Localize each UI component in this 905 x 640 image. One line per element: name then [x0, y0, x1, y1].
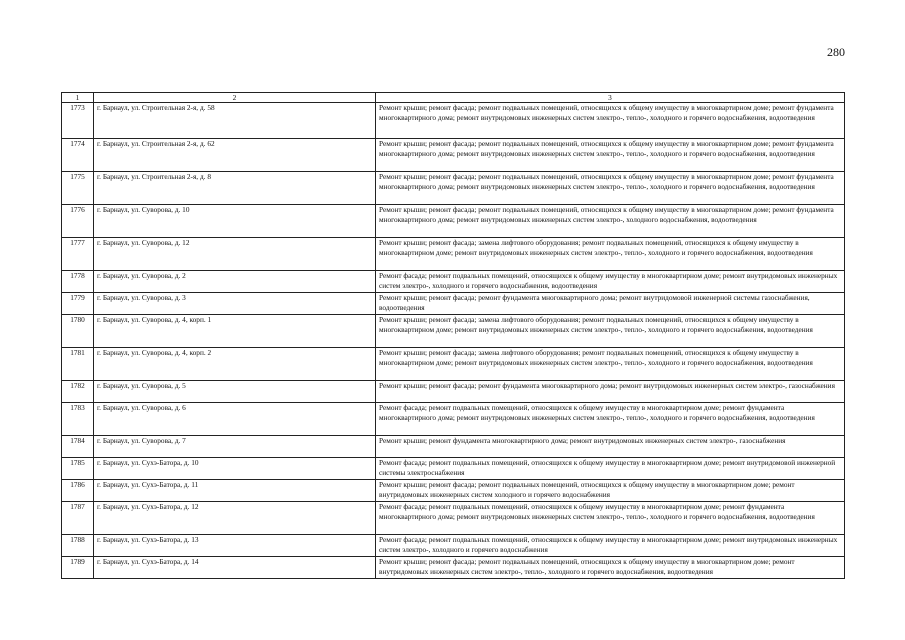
row-number: 1785	[62, 458, 94, 480]
address-cell: г. Барнаул, ул. Суворова, д. 12	[94, 238, 376, 271]
row-number: 1777	[62, 238, 94, 271]
address-cell: г. Барнаул, ул. Строительная 2-я, д. 62	[94, 139, 376, 172]
works-cell: Ремонт фасада; ремонт подвальных помещений, относящихся к общему имуществу в многоквартирном доме; ремонт внутридомовых инженерных систем электро-, холодного и горячего водоснабжения	[376, 535, 845, 557]
address-cell: г. Барнаул, ул. Строительная 2-я, д. 58	[94, 103, 376, 139]
table-row	[62, 348, 845, 381]
row-number: 1783	[62, 403, 94, 436]
address-cell: г. Барнаул, ул. Суворова, д. 3	[94, 293, 376, 315]
table-row	[62, 271, 845, 293]
table-row	[62, 139, 845, 172]
row-number: 1788	[62, 535, 94, 557]
works-cell: Ремонт крыши; ремонт фасада; ремонт подвальных помещений, относящихся к общему имуществу в многоквартирном доме; ремонт фундамента многоквартирного дома; ремонт внутридомовых инженерных систем электро-, тепло-, холодного и горячего водоснабжения, водоотведения	[376, 172, 845, 205]
address-cell: г. Барнаул, ул. Суворова, д. 10	[94, 205, 376, 238]
row-number: 1775	[62, 172, 94, 205]
address-cell: г. Барнаул, ул. Сухэ-Батора, д. 14	[94, 557, 376, 579]
row-number: 1787	[62, 502, 94, 535]
works-cell: Ремонт крыши; ремонт фасада; замена лифтового оборудования; ремонт подвальных помещений, относящихся к общему имуществу в многоквартирном доме; ремонт внутридомовых инженерных систем электро-, тепло-, холодного и горячего водоснабжения, водоотведения	[376, 238, 845, 271]
table-row	[62, 293, 845, 315]
address-cell: г. Барнаул, ул. Строительная 2-я, д. 8	[94, 172, 376, 205]
table-row	[62, 502, 845, 535]
row-number: 1774	[62, 139, 94, 172]
works-cell: Ремонт крыши; ремонт фасада; ремонт подвальных помещений, относящихся к общему имуществу в многоквартирном доме; ремонт внутридомовых инженерных систем холодного и горячего водоснабжения	[376, 480, 845, 502]
row-number: 1781	[62, 348, 94, 381]
address-cell: г. Барнаул, ул. Суворова, д. 7	[94, 436, 376, 458]
works-cell: Ремонт крыши; ремонт фасада; ремонт подвальных помещений, относящихся к общему имуществу в многоквартирном доме; ремонт фундамента многоквартирного дома; ремонт внутридомовых инженерных систем электро-, тепло-, холодного и горячего водоснабжения, водоотведения	[376, 103, 845, 139]
row-number: 1782	[62, 381, 94, 403]
works-cell: Ремонт фасада; ремонт подвальных помещений, относящихся к общему имуществу в многоквартирном доме; ремонт фундамента многоквартирного дома; ремонт внутридомовых инженерных систем электро-, тепло-, холодного и горячего водоснабжения, водоотведения	[376, 403, 845, 436]
table-row	[62, 403, 845, 436]
address-cell: г. Барнаул, ул. Суворова, д. 6	[94, 403, 376, 436]
column-number-row	[62, 93, 845, 103]
works-cell: Ремонт крыши; ремонт фасада; ремонт подвальных помещений, относящихся к общему имуществу в многоквартирном доме; ремонт фундамента многоквартирного дома; ремонт внутридомовых инженерных систем электро-, тепло-, холодного и горячего водоснабжения, водоотведения	[376, 139, 845, 172]
address-cell: г. Барнаул, ул. Суворова, д. 5	[94, 381, 376, 403]
table-row	[62, 238, 845, 271]
works-cell: Ремонт крыши; ремонт фасада; ремонт фундамента многоквартирного дома; ремонт внутридомовой инженерной системы газоснабжения, водоотведения	[376, 293, 845, 315]
table-row	[62, 381, 845, 403]
row-number: 1780	[62, 315, 94, 348]
row-number: 1789	[62, 557, 94, 579]
table-row	[62, 480, 845, 502]
row-number: 1773	[62, 103, 94, 139]
table-row	[62, 535, 845, 557]
address-cell: г. Барнаул, ул. Суворова, д. 4, корп. 2	[94, 348, 376, 381]
works-cell: Ремонт крыши; ремонт фасада; ремонт подвальных помещений, относящихся к общему имуществу в многоквартирном доме; ремонт фундамента многоквартирного дома; ремонт внутридомовых инженерных систем электро-, холодного водоснабжения, водоотведения	[376, 205, 845, 238]
table-body	[62, 93, 845, 579]
works-cell: Ремонт фасада; ремонт подвальных помещений, относящихся к общему имуществу в многоквартирном доме; ремонт фундамента многоквартирного дома; ремонт внутридомовых инженерных систем электро-, тепло-, холодного и горячего водоснабжения, водоотведения	[376, 502, 845, 535]
works-cell: Ремонт крыши; ремонт фасада; замена лифтового оборудования; ремонт подвальных помещений, относящихся к общему имуществу в многоквартирном доме; ремонт внутридомовых инженерных систем электро-, тепло-, холодного и горячего водоснабжения, водоотведения	[376, 315, 845, 348]
address-cell: г. Барнаул, ул. Суворова, д. 2	[94, 271, 376, 293]
works-cell: Ремонт крыши; ремонт фасада; ремонт фундамента многоквартирного дома; ремонт внутридомовых инженерных систем электро-, газоснабжения	[376, 381, 845, 403]
row-number: 1778	[62, 271, 94, 293]
row-number: 1779	[62, 293, 94, 315]
address-cell: г. Барнаул, ул. Сухэ-Батора, д. 11	[94, 480, 376, 502]
works-cell: Ремонт крыши; ремонт фасада; замена лифтового оборудования; ремонт подвальных помещений, относящихся к общему имуществу в многоквартирном доме; ремонт внутридомовых инженерных систем электро-, тепло-, холодного и горячего водоснабжения, водоотведения	[376, 348, 845, 381]
repair-works-table	[61, 92, 845, 579]
table-row	[62, 436, 845, 458]
works-cell: Ремонт крыши; ремонт фундамента многоквартирного дома; ремонт внутридомовых инженерных систем электро-, газоснабжения	[376, 436, 845, 458]
address-cell: г. Барнаул, ул. Суворова, д. 4, корп. 1	[94, 315, 376, 348]
table-row	[62, 205, 845, 238]
address-cell: г. Барнаул, ул. Сухэ-Батора, д. 13	[94, 535, 376, 557]
address-cell: г. Барнаул, ул. Сухэ-Батора, д. 10	[94, 458, 376, 480]
row-number: 1784	[62, 436, 94, 458]
works-cell: Ремонт фасада; ремонт подвальных помещений, относящихся к общему имуществу в многоквартирном доме; ремонт внутридомовой инженерной системы электроснабжения	[376, 458, 845, 480]
column-number-3: 3	[376, 93, 845, 103]
column-number-2: 2	[94, 93, 376, 103]
table-row	[62, 172, 845, 205]
table-row	[62, 458, 845, 480]
works-cell: Ремонт крыши; ремонт фасада; ремонт подвальных помещений, относящихся к общему имуществу в многоквартирном доме; ремонт внутридомовых инженерных систем электро-, тепло-, холодного и горячего водоснабжения, водоотведения	[376, 557, 845, 579]
works-cell: Ремонт фасада; ремонт подвальных помещений, относящихся к общему имуществу в многоквартирном доме; ремонт внутридомовых инженерных систем электро-, холодного и горячего водоснабжения, водоотведения	[376, 271, 845, 293]
page-number: 280	[827, 45, 845, 59]
column-number-1: 1	[62, 93, 94, 103]
table-row	[62, 103, 845, 139]
table-row	[62, 557, 845, 579]
row-number: 1776	[62, 205, 94, 238]
row-number: 1786	[62, 480, 94, 502]
address-cell: г. Барнаул, ул. Сухэ-Батора, д. 12	[94, 502, 376, 535]
table-row	[62, 315, 845, 348]
